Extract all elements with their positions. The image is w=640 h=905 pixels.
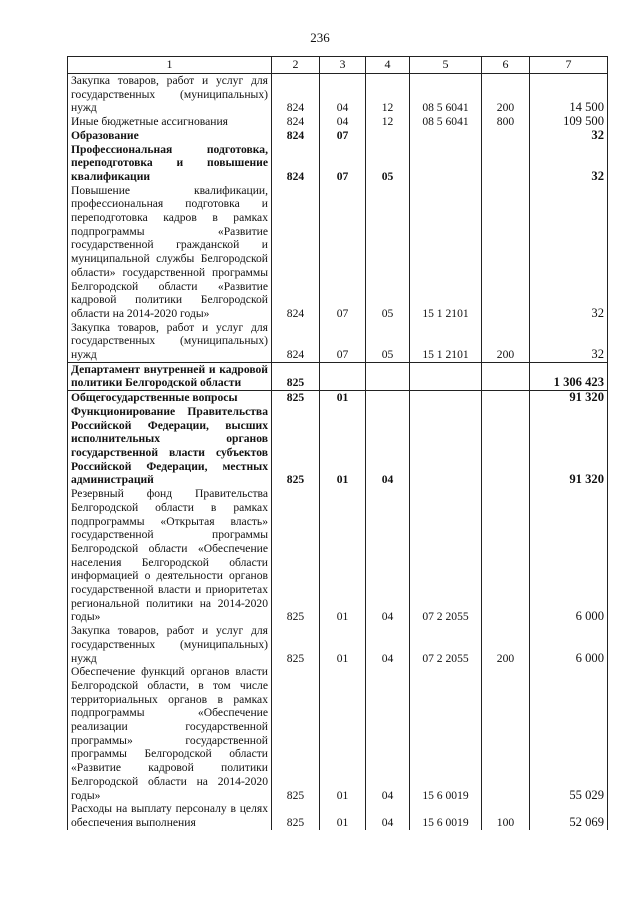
target-article-cell — [410, 129, 482, 143]
target-article-cell: 08 5 6041 — [410, 115, 482, 129]
expense-type-cell: 200 — [482, 624, 530, 665]
amount-cell: 32 — [530, 143, 608, 184]
column-header: 1 — [68, 57, 272, 74]
expense-type-cell — [482, 405, 530, 487]
column-header: 4 — [366, 57, 410, 74]
amount-cell: 91 320 — [530, 391, 608, 405]
row-name-cell: Образование — [68, 129, 272, 143]
subsection-code-cell: 04 — [366, 624, 410, 665]
row-name-cell: Закупка товаров, работ и услуг для государственных (муниципальных) нужд — [68, 74, 272, 116]
subsection-code-cell: 05 — [366, 143, 410, 184]
column-header: 5 — [410, 57, 482, 74]
target-article-cell — [410, 391, 482, 405]
target-article-cell: 07 2 2055 — [410, 624, 482, 665]
ministry-code-cell: 825 — [272, 405, 320, 487]
amount-cell: 14 500 — [530, 74, 608, 116]
section-code-cell: 01 — [320, 487, 366, 624]
section-code-cell: 04 — [320, 74, 366, 116]
ministry-code-cell: 825 — [272, 802, 320, 829]
table-row — [68, 115, 608, 129]
table-row — [68, 321, 608, 363]
expense-type-cell — [482, 143, 530, 184]
row-name-cell: Департамент внутренней и кадровой политики Белгородской области — [68, 362, 272, 390]
row-name-cell: Иные бюджетные ассигнования — [68, 115, 272, 129]
ministry-code-cell: 825 — [272, 391, 320, 405]
ministry-code-cell: 825 — [272, 487, 320, 624]
table-body — [68, 74, 608, 830]
amount-cell: 52 069 — [530, 802, 608, 829]
ministry-code-cell: 824 — [272, 129, 320, 143]
table-row — [68, 665, 608, 802]
amount-cell: 109 500 — [530, 115, 608, 129]
row-name-cell: Обеспечение функций органов власти Белгородской области, в том числе территориальных органов в рамках подпрограммы «Обеспечение реализации государственной программы» государственной программы Белгородской области «Развитие кадровой политики Белгородской области на 2014-2020 годы» — [68, 665, 272, 802]
ministry-code-cell: 824 — [272, 321, 320, 363]
expense-type-cell — [482, 487, 530, 624]
row-name-cell: Резервный фонд Правительства Белгородской области в рамках подпрограммы «Открытая власть» государственной программы Белгородской области «Обеспечение населения Белгородской области информацией о деятельности органов государственной власти и приоритетах региональной политики на 2014-2020 годы» — [68, 487, 272, 624]
target-article-cell: 15 6 0019 — [410, 665, 482, 802]
table-row — [68, 405, 608, 487]
amount-cell: 32 — [530, 184, 608, 321]
table-row — [68, 362, 608, 390]
row-name-cell: Профессиональная подготовка, переподготовка и повышение квалификации — [68, 143, 272, 184]
expense-type-cell: 200 — [482, 321, 530, 363]
target-article-cell: 08 5 6041 — [410, 74, 482, 116]
row-name-cell: Закупка товаров, работ и услуг для государственных (муниципальных) нужд — [68, 321, 272, 363]
expense-type-cell: 200 — [482, 74, 530, 116]
section-code-cell: 07 — [320, 321, 366, 363]
amount-cell: 55 029 — [530, 665, 608, 802]
ministry-code-cell: 824 — [272, 74, 320, 116]
amount-cell: 6 000 — [530, 487, 608, 624]
row-name-cell: Функционирование Правительства Российской Федерации, высших исполнительных органов государственной власти субъектов Российской Федерации, местных администраций — [68, 405, 272, 487]
row-name-cell: Закупка товаров, работ и услуг для государственных (муниципальных) нужд — [68, 624, 272, 665]
subsection-code-cell: 12 — [366, 115, 410, 129]
table-row — [68, 129, 608, 143]
section-code-cell: 04 — [320, 115, 366, 129]
table-row — [68, 391, 608, 405]
section-code-cell: 01 — [320, 405, 366, 487]
budget-table — [67, 56, 608, 830]
ministry-code-cell: 825 — [272, 362, 320, 390]
expense-type-cell — [482, 129, 530, 143]
ministry-code-cell: 824 — [272, 184, 320, 321]
subsection-code-cell — [366, 129, 410, 143]
table-row — [68, 487, 608, 624]
row-name-cell: Повышение квалификации, профессиональная подготовка и переподготовка кадров в рамках подпрограммы «Развитие государственной гражданской и муниципальной службы Белгородской области» государственной программы Белгородской области «Развитие кадровой политики Белгородской области на 2014-2020 годы» — [68, 184, 272, 321]
ministry-code-cell: 824 — [272, 143, 320, 184]
table-row — [68, 184, 608, 321]
target-article-cell — [410, 362, 482, 390]
amount-cell: 1 306 423 — [530, 362, 608, 390]
column-header: 3 — [320, 57, 366, 74]
amount-cell: 91 320 — [530, 405, 608, 487]
expense-type-cell — [482, 362, 530, 390]
section-code-cell: 07 — [320, 143, 366, 184]
column-header: 7 — [530, 57, 608, 74]
expense-type-cell — [482, 665, 530, 802]
target-article-cell: 07 2 2055 — [410, 487, 482, 624]
expense-type-cell: 800 — [482, 115, 530, 129]
subsection-code-cell: 05 — [366, 321, 410, 363]
amount-cell: 32 — [530, 321, 608, 363]
target-article-cell: 15 1 2101 — [410, 321, 482, 363]
section-code-cell: 01 — [320, 624, 366, 665]
target-article-cell: 15 1 2101 — [410, 184, 482, 321]
subsection-code-cell: 04 — [366, 665, 410, 802]
target-article-cell: 15 6 0019 — [410, 802, 482, 829]
section-code-cell: 01 — [320, 391, 366, 405]
subsection-code-cell: 04 — [366, 487, 410, 624]
table-row — [68, 74, 608, 116]
subsection-code-cell: 04 — [366, 405, 410, 487]
ministry-code-cell: 824 — [272, 115, 320, 129]
table-row — [68, 624, 608, 665]
column-header: 6 — [482, 57, 530, 74]
expense-type-cell: 100 — [482, 802, 530, 829]
subsection-code-cell — [366, 391, 410, 405]
amount-cell: 6 000 — [530, 624, 608, 665]
column-header: 2 — [272, 57, 320, 74]
section-code-cell: 01 — [320, 665, 366, 802]
row-name-cell: Общегосударственные вопросы — [68, 391, 272, 405]
page-bottom-edge — [67, 896, 607, 897]
section-code-cell: 01 — [320, 802, 366, 829]
amount-cell: 32 — [530, 129, 608, 143]
expense-type-cell — [482, 391, 530, 405]
ministry-code-cell: 825 — [272, 624, 320, 665]
table-header-row — [68, 57, 608, 74]
table-row — [68, 802, 608, 829]
subsection-code-cell — [366, 362, 410, 390]
subsection-code-cell: 04 — [366, 802, 410, 829]
subsection-code-cell: 05 — [366, 184, 410, 321]
section-code-cell: 07 — [320, 129, 366, 143]
ministry-code-cell: 825 — [272, 665, 320, 802]
row-name-cell: Расходы на выплату персоналу в целях обеспечения выполнения — [68, 802, 272, 829]
page-number: 236 — [310, 30, 330, 45]
expense-type-cell — [482, 184, 530, 321]
target-article-cell — [410, 405, 482, 487]
section-code-cell — [320, 362, 366, 390]
section-code-cell: 07 — [320, 184, 366, 321]
target-article-cell — [410, 143, 482, 184]
subsection-code-cell: 12 — [366, 74, 410, 116]
table-row — [68, 143, 608, 184]
